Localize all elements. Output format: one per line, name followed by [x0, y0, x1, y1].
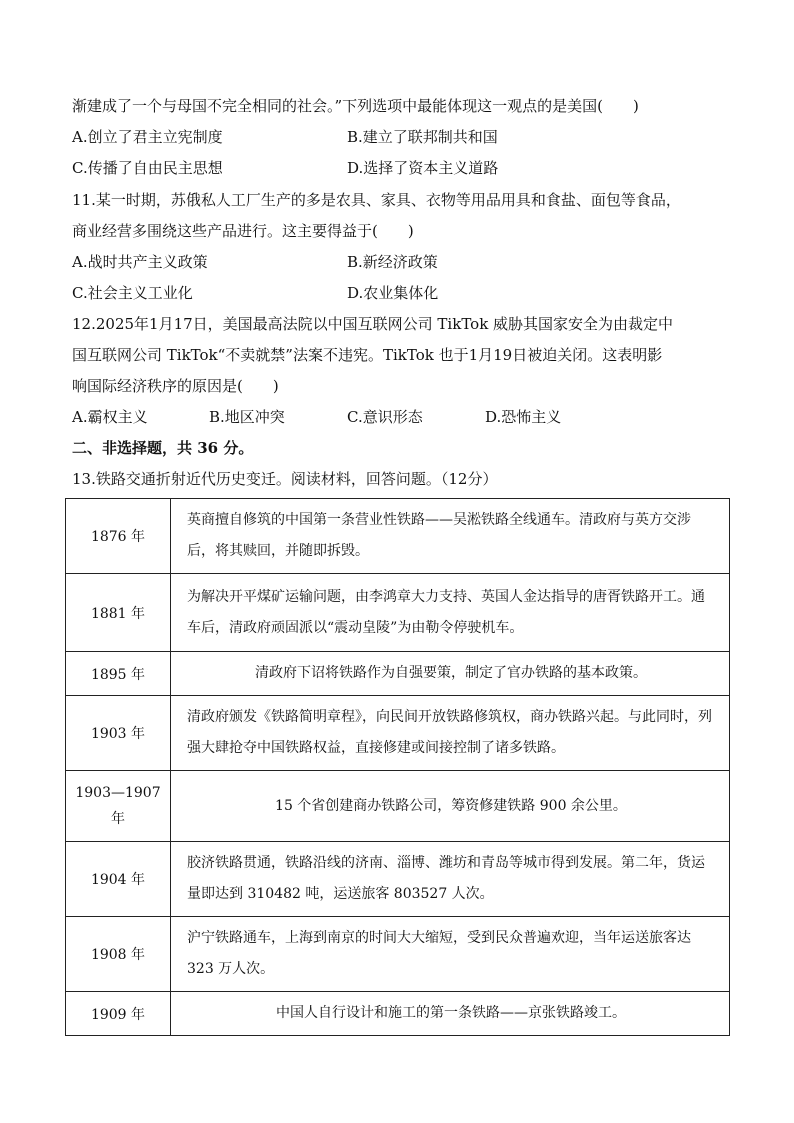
q10-option-d: D.选择了资本主义道路: [347, 159, 499, 177]
event-cell: 15 个省创建商办铁路公司，筹资修建铁路 900 余公里。: [171, 771, 730, 842]
year-cell: 1895 年: [66, 652, 171, 696]
year-cell: 1909 年: [66, 992, 171, 1036]
year-cell: 1903—1907 年: [66, 771, 171, 842]
table-row: [66, 771, 730, 842]
table-row: [66, 574, 730, 652]
q11-option-a: A.战时共产主义政策: [72, 253, 208, 271]
event-cell: 沪宁铁路通车，上海到南京的时间大大缩短，受到民众普遍欢迎，当年运送旅客达 323 万人次。: [171, 917, 730, 992]
q11-stem-line2: 商业经营多围绕这些产品进行。这主要得益于( ): [72, 222, 414, 240]
q12-option-d: D.恐怖主义: [485, 408, 562, 426]
year-cell: 1876 年: [66, 499, 171, 574]
table-row: [66, 696, 730, 771]
q12-option-a: A.霸权主义: [72, 408, 148, 426]
q10-option-c: C.传播了自由民主思想: [72, 159, 223, 177]
table-row: [66, 652, 730, 696]
event-cell: 英商擅自修筑的中国第一条营业性铁路——吴淞铁路全线通车。清政府与英方交涉后，将其赎回，并随即拆毁。: [171, 499, 730, 574]
q12-stem-line1: 12.2025年1月17日，美国最高法院以中国互联网公司 TikTok 威胁其国家安全为由裁定中: [72, 315, 674, 333]
railway-timeline-table: [65, 498, 730, 1036]
year-cell: 1881 年: [66, 574, 171, 652]
section-heading: 二、非选择题，共 36 分。: [72, 439, 254, 457]
q11-option-b: B.新经济政策: [347, 253, 438, 271]
event-cell: 胶济铁路贯通，铁路沿线的济南、淄博、潍坊和青岛等城市得到发展。第二年，货运量即达到 310482 吨，运送旅客 803527 人次。: [171, 842, 730, 917]
event-cell: 清政府下诏将铁路作为自强要策，制定了官办铁路的基本政策。: [171, 652, 730, 696]
event-cell: 清政府颁发《铁路简明章程》，向民间开放铁路修筑权，商办铁路兴起。与此同时，列强大肆抢夺中国铁路权益，直接修建或间接控制了诸多铁路。: [171, 696, 730, 771]
q12-option-c: C.意识形态: [347, 408, 423, 426]
q11-option-c: C.社会主义工业化: [72, 284, 193, 302]
table-row: [66, 917, 730, 992]
table-row: [66, 992, 730, 1036]
year-cell: 1908 年: [66, 917, 171, 992]
table-row: [66, 842, 730, 917]
event-cell: 为解决开平煤矿运输问题，由李鸿章大力支持、英国人金达指导的唐胥铁路开工。通车后，清政府顽固派以“震动皇陵”为由勒令停驶机车。: [171, 574, 730, 652]
q12-stem-line2: 国互联网公司 TikTok“不卖就禁”法案不违宪。TikTok 也于1月19日被迫关闭。这表明影: [72, 346, 663, 364]
q12-option-b: B.地区冲突: [209, 408, 285, 426]
year-cell: 1903 年: [66, 696, 171, 771]
q11-stem-line1: 11.某一时期，苏俄私人工厂生产的多是农具、家具、衣物等用品用具和食盐、面包等食品，: [72, 191, 681, 209]
year-cell: 1904 年: [66, 842, 171, 917]
table-row: [66, 499, 730, 574]
q10-stem-tail: 渐建成了一个与母国不完全相同的社会。”下列选项中最能体现这一观点的是美国( ): [72, 97, 639, 115]
q10-option-b: B.建立了联邦制共和国: [347, 128, 498, 146]
q13-stem: 13.铁路交通折射近代历史变迁。阅读材料，回答问题。（12分）: [72, 470, 498, 488]
q11-option-d: D.农业集体化: [347, 284, 439, 302]
event-cell: 中国人自行设计和施工的第一条铁路——京张铁路竣工。: [171, 992, 730, 1036]
q10-option-a: A.创立了君主立宪制度: [72, 128, 223, 146]
q12-stem-line3: 响国际经济秩序的原因是( ): [72, 377, 279, 395]
